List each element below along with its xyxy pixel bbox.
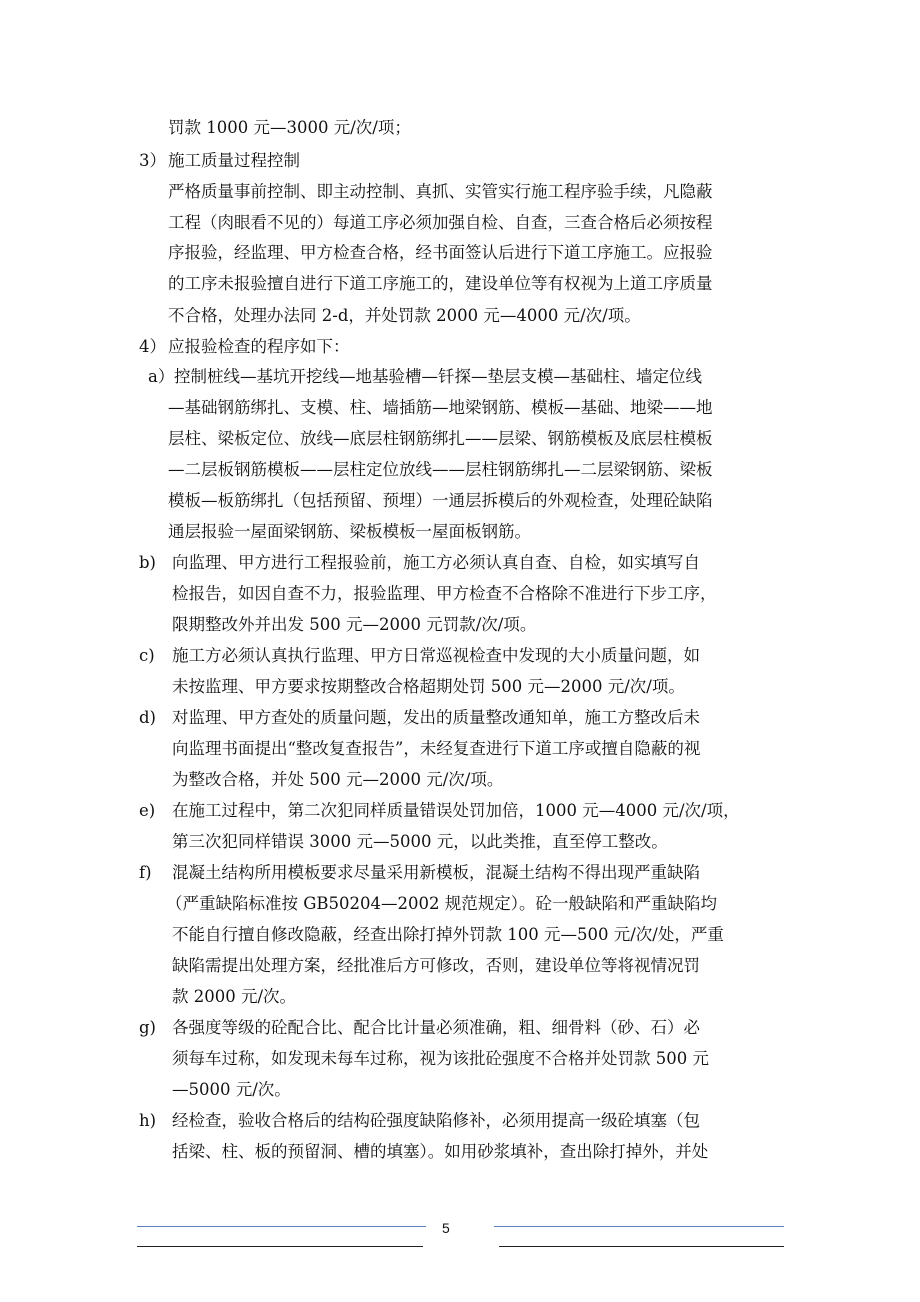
footer-rule-left-lower [137,1246,423,1247]
text-line: —5000 元/次。 [172,1080,291,1099]
text-line: 向监理、甲方进行工程报验前，施工方必须认真自查、自检，如实填写自 [172,553,700,572]
text-line: 的工序未报验擅自进行下道工序施工的，建设单位等有权视为上道工序质量 [168,274,713,293]
text-line: 经检查，验收合格后的结构砼强度缺陷修补，必须用提高一级砼填塞（包 [172,1111,700,1130]
text-line: 不能自行擅自修改隐蔽，经查出除打掉外罚款 100 元—500 元/次/处，严重 [172,925,724,944]
text-line: 在施工过程中，第二次犯同样质量错误处罚加倍，1000 元—4000 元/次/项， [172,801,740,820]
text-line: 第三次犯同样错误 3000 元—5000 元，以此类推，直至停工整改。 [172,832,668,851]
text-line: 施工方必须认真执行监理、甲方日常巡视检查中发现的大小质量问题，如 [172,646,700,665]
list-marker: d) [139,708,156,727]
list-marker: f) [139,863,152,882]
text-line: 通层报验一屋面梁钢筋、梁板模板一屋面板钢筋。 [168,522,531,541]
list-marker: c) [139,646,155,665]
text-line: 严格质量事前控制、即主动控制、真抓、实管实行施工程序验手续，凡隐蔽 [168,182,713,201]
section-heading: 应报验检查的程序如下： [168,337,350,356]
footer-rule-right [494,1226,784,1227]
text-line: 罚款 1000 元—3000 元/次/项； [168,118,411,137]
list-marker: b) [139,553,156,572]
text-line: 为整改合格，并处 500 元—2000 元/次/项。 [172,770,504,789]
list-marker: e) [139,801,156,820]
list-marker: g) [139,1018,156,1037]
text-line: 工程（肉眼看不见的）每道工序必须加强自检、自查，三查合格后必须按程 [168,213,713,232]
footer-rule-left [137,1226,426,1227]
text-line: 款 2000 元/次。 [172,987,297,1006]
text-line: 缺陷需提出处理方案，经批准后方可修改，否则，建设单位等将视情况罚 [172,956,700,975]
text-line: 对监理、甲方查处的质量问题，发出的质量整改通知单，施工方整改后未 [172,708,700,727]
footer-rule-right-lower [499,1246,784,1247]
text-line: 检报告，如因自查不力，报验监理、甲方检查不合格除不准进行下步工序， [172,584,717,603]
text-line: （严重缺陷标准按 GB50204—2002 规范规定）。砼一般缺陷和严重缺陷均 [166,894,718,913]
list-marker: 3） [139,151,166,170]
text-line: 不合格，处理办法同 2-d，并处罚款 2000 元—4000 元/次/项。 [168,306,641,325]
list-marker: h) [139,1111,157,1130]
text-line: 未按监理、甲方要求按期整改合格超期处罚 500 元—2000 元/次/项。 [172,677,685,696]
text-line: 混凝土结构所用模板要求尽量采用新模板，混凝土结构不得出现严重缺陷 [172,863,700,882]
list-marker: a） [148,367,175,386]
text-line: —二层板钢筋模板——层柱定位放线——层柱钢筋绑扎—二层梁钢筋、梁板 [168,460,713,479]
text-line: 层柱、梁板定位、放线—底层柱钢筋绑扎——层梁、钢筋模板及底层柱模板 [168,429,713,448]
page-number: 5 [442,1220,450,1236]
text-line: —基础钢筋绑扎、支模、柱、墙插筋—地梁钢筋、模板—基础、地梁——地 [168,398,713,417]
text-line: 模板—板筋绑扎（包括预留、预埋）一通层拆模后的外观检查，处理砼缺陷 [168,491,713,510]
text-line: 括梁、柱、板的预留洞、槽的填塞）。如用砂浆填补，查出除打掉外，并处 [172,1142,709,1161]
list-marker: 4） [139,337,166,356]
text-line: 须每车过称，如发现未每车过称，视为该批砼强度不合格并处罚款 500 元 [172,1049,709,1068]
text-line: 序报验，经监理、甲方检查合格，经书面签认后进行下道工序施工。应报验 [168,243,713,262]
text-line: 各强度等级的砼配合比、配合比计量必须准确，粗、细骨料（砂、石）必 [172,1018,700,1037]
section-heading: 施工质量过程控制 [168,151,300,170]
text-line: 向监理书面提出“整改复查报告”，未经复查进行下道工序或擅自隐蔽的视 [172,739,701,758]
text-line: 控制桩线—基坑开挖线—地基验槽—钎探—垫层支模—基础柱、墙定位线 [174,367,702,386]
text-line: 限期整改外并出发 500 元—2000 元罚款/次/项。 [172,615,537,634]
